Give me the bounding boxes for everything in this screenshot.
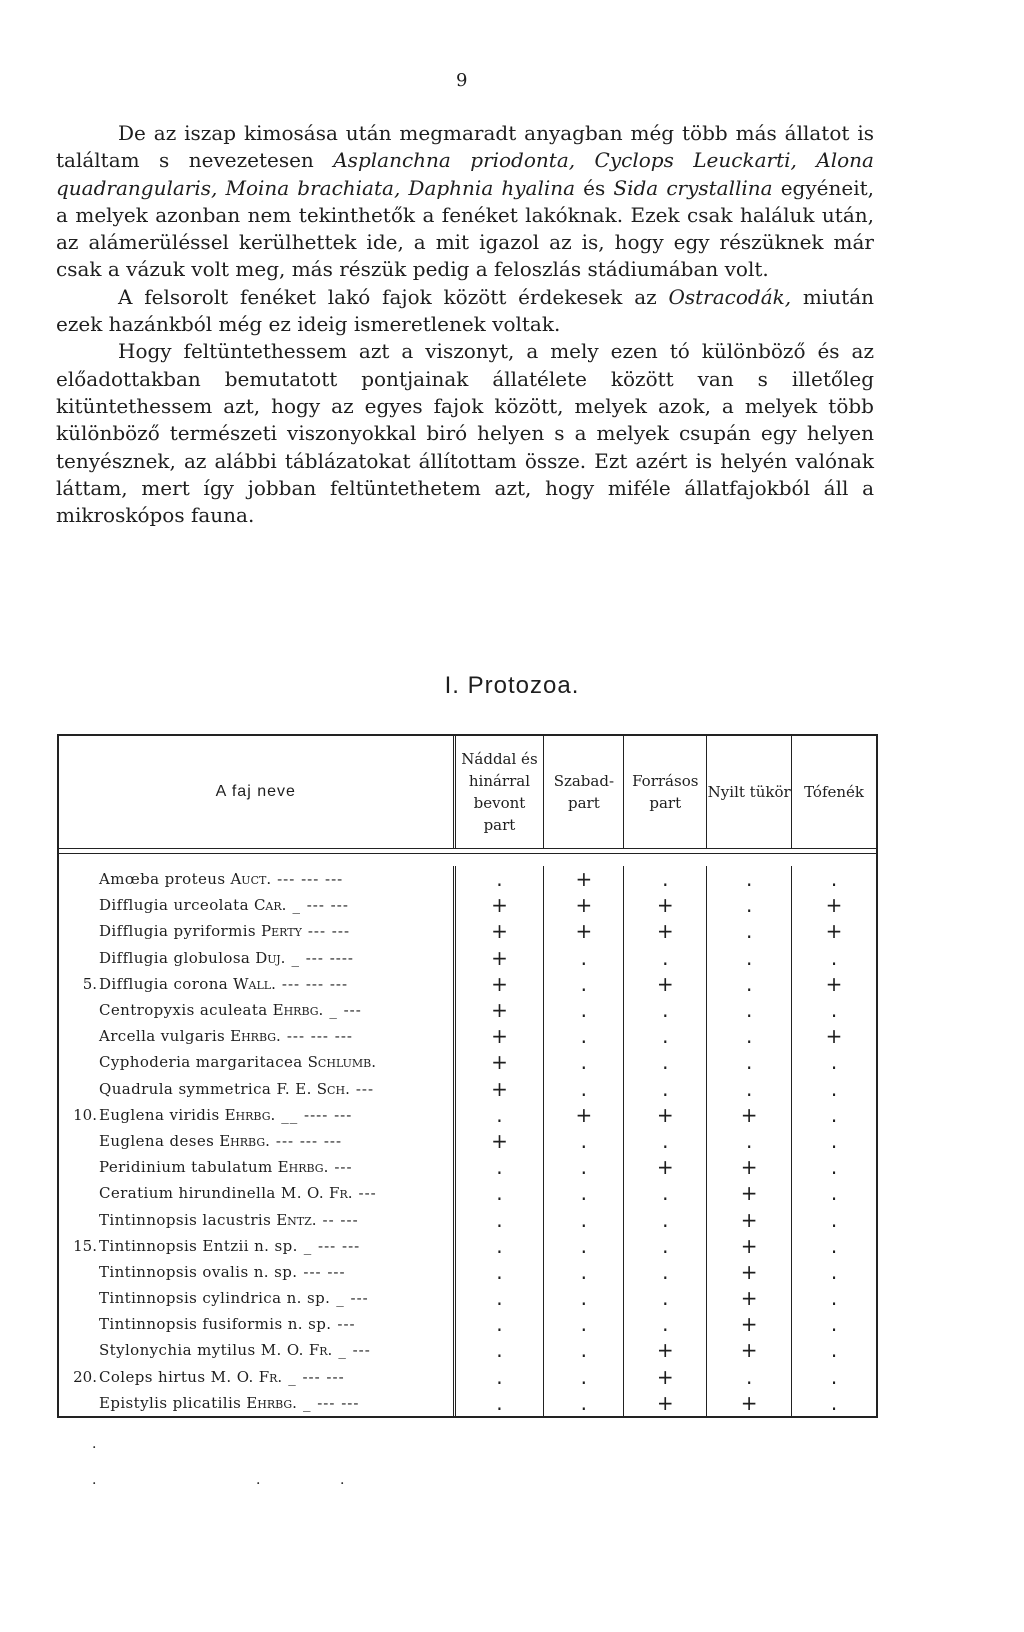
- presence-mark: +: [706, 1390, 791, 1416]
- absence-mark: .: [543, 1233, 623, 1259]
- species-author: Ehrbg.: [219, 1131, 270, 1150]
- header-open-shore: Szabad-part: [543, 736, 623, 848]
- table-row: [59, 1311, 876, 1337]
- species-cell: [59, 949, 453, 967]
- species-name: Peridinium tabulatum: [99, 1158, 273, 1177]
- presence-mark: +: [706, 1259, 791, 1285]
- species-name: Coleps hirtus M. O.: [99, 1367, 254, 1386]
- table-row: [59, 892, 876, 918]
- absence-mark: .: [453, 1390, 544, 1416]
- species-author: Auct.: [230, 870, 272, 889]
- absence-mark: .: [791, 1337, 876, 1363]
- absence-mark: .: [453, 1337, 544, 1363]
- absence-mark: .: [791, 945, 876, 971]
- absence-mark: .: [791, 866, 876, 892]
- species-name: Epistylis plicatilis: [99, 1393, 242, 1412]
- row-number: [59, 1053, 99, 1071]
- table-body: [59, 854, 876, 1416]
- header-lake-bottom: Tófenék: [791, 736, 876, 848]
- paragraph: [56, 120, 874, 284]
- table-header: [59, 736, 876, 849]
- absence-mark: .: [453, 1259, 544, 1285]
- species-cell: [59, 1263, 453, 1281]
- table-row: [59, 1233, 876, 1259]
- species-name: Difflugia pyriformis: [99, 922, 257, 941]
- species-table: [57, 734, 878, 1418]
- table-row: [59, 971, 876, 997]
- absence-mark: .: [623, 1023, 706, 1049]
- table-row: [59, 1259, 876, 1285]
- absence-mark: .: [623, 1049, 706, 1075]
- species-name: Difflugia globulosa: [99, 948, 251, 967]
- table-row: [59, 1154, 876, 1180]
- species-name: Quadrula symmetrica F. E.: [99, 1079, 312, 1098]
- absence-mark: .: [791, 1364, 876, 1390]
- absence-mark: .: [623, 866, 706, 892]
- absence-mark: .: [543, 1206, 623, 1232]
- table-row: [59, 1049, 876, 1075]
- species-name: Difflugia corona: [99, 974, 229, 993]
- header-spring-shore: Forrásos part: [623, 736, 706, 848]
- italic-text: Asplanchna priodonta, Cyclops Leuckarti, Alona quadrangularis, Moina brachiata, Daphnia hyalina: [56, 148, 874, 200]
- row-number: [59, 1341, 99, 1359]
- stray-mark: ·: [92, 1440, 97, 1456]
- species-author: Ehrbg.: [246, 1393, 297, 1412]
- leader-dots: _ --- ---: [303, 1236, 361, 1255]
- species-cell: [59, 870, 453, 888]
- text-run: miután ezek hazánkból még ez ideig ismeretlenek voltak.: [56, 284, 874, 337]
- species-name: Arcella vulgaris: [99, 1027, 226, 1046]
- absence-mark: .: [706, 997, 791, 1023]
- species-cell: [59, 896, 453, 914]
- absence-mark: .: [543, 945, 623, 971]
- absence-mark: .: [543, 1023, 623, 1049]
- species-author: Wall.: [233, 974, 276, 993]
- table-row: [59, 997, 876, 1023]
- absence-mark: .: [453, 1102, 544, 1128]
- table-row: [59, 1180, 876, 1206]
- absence-mark: .: [543, 971, 623, 997]
- absence-mark: .: [543, 1390, 623, 1416]
- presence-mark: +: [543, 1102, 623, 1128]
- absence-mark: .: [791, 1076, 876, 1102]
- row-number: [59, 870, 99, 888]
- species-author: Duj.: [255, 948, 286, 967]
- row-number: [59, 1080, 99, 1098]
- presence-mark: +: [453, 971, 544, 997]
- absence-mark: .: [791, 997, 876, 1023]
- absence-mark: .: [623, 1076, 706, 1102]
- leader-dots: _ ---: [329, 1001, 362, 1020]
- presence-mark: +: [791, 971, 876, 997]
- header-species-name: A faj neve: [215, 783, 296, 800]
- absence-mark: .: [623, 1128, 706, 1154]
- absence-mark: .: [623, 945, 706, 971]
- presence-mark: +: [791, 892, 876, 918]
- species-name: Amœba proteus: [99, 870, 226, 889]
- species-author: Perty: [261, 922, 302, 941]
- presence-mark: +: [453, 892, 544, 918]
- absence-mark: .: [706, 1023, 791, 1049]
- absence-mark: .: [706, 1128, 791, 1154]
- italic-text: Ostracodák,: [668, 284, 792, 309]
- presence-mark: +: [791, 1023, 876, 1049]
- species-cell: [59, 1394, 453, 1412]
- row-number: [59, 1263, 99, 1281]
- species-cell: [59, 1080, 453, 1098]
- species-author: Car.: [253, 896, 287, 915]
- species-cell: [59, 1132, 453, 1150]
- species-name: Ceratium hirundinella M. O.: [99, 1184, 325, 1203]
- row-number: [59, 949, 99, 967]
- leader-dots: ---: [358, 1184, 377, 1203]
- presence-mark: +: [623, 892, 706, 918]
- section-title: I. Protozoa.: [444, 672, 580, 699]
- absence-mark: .: [706, 1364, 791, 1390]
- species-author: Ehrbg.: [277, 1158, 329, 1177]
- row-number: 20.: [73, 1367, 97, 1386]
- table-row: [59, 1390, 876, 1416]
- text-run: De az iszap kimosása után megmaradt anyagban még több más állatot is találtam s nevezetesen: [56, 121, 874, 173]
- presence-mark: +: [453, 1023, 544, 1049]
- table-row: [59, 918, 876, 944]
- leader-dots: --- ---: [307, 922, 351, 941]
- species-cell: [59, 1106, 453, 1124]
- presence-mark: +: [623, 1337, 706, 1363]
- leader-dots: _ --- ----: [291, 948, 354, 967]
- absence-mark: .: [791, 1049, 876, 1075]
- absence-mark: .: [453, 1285, 544, 1311]
- leader-dots: --- --- ---: [286, 1027, 353, 1046]
- species-name: Euglena deses: [99, 1131, 215, 1150]
- species-cell: [59, 1211, 453, 1229]
- species-author: Ehrbg.: [230, 1027, 281, 1046]
- presence-mark: +: [543, 892, 623, 918]
- presence-mark: +: [623, 1364, 706, 1390]
- leader-dots: --- --- ---: [277, 870, 344, 889]
- absence-mark: .: [706, 971, 791, 997]
- absence-mark: .: [623, 1233, 706, 1259]
- row-number: [59, 922, 99, 940]
- table-row: [59, 1285, 876, 1311]
- absence-mark: .: [706, 866, 791, 892]
- species-cell: [59, 1237, 453, 1255]
- presence-mark: +: [706, 1154, 791, 1180]
- leader-dots: --- --- ---: [275, 1131, 343, 1150]
- row-number: 15.: [73, 1236, 97, 1255]
- species-author: Fr.: [258, 1367, 283, 1386]
- presence-mark: +: [623, 1390, 706, 1416]
- species-name: Difflugia urceolata: [99, 896, 249, 915]
- table-row: [59, 1102, 876, 1128]
- species-cell: [59, 975, 453, 993]
- stray-mark: ·: [92, 1476, 97, 1492]
- row-number: [59, 1158, 99, 1176]
- species-name: Tintinnopsis Entzii n. sp.: [99, 1236, 298, 1255]
- row-number: [59, 1289, 99, 1307]
- leader-dots: _ ---: [338, 1341, 371, 1360]
- row-number: [59, 1027, 99, 1045]
- species-author: Schlumb.: [307, 1053, 377, 1072]
- row-number: [59, 1394, 99, 1412]
- leader-dots: _ ---: [336, 1289, 369, 1308]
- species-author: Fr.: [329, 1184, 353, 1203]
- italic-text: Sida crystallina: [613, 175, 773, 200]
- absence-mark: .: [706, 1049, 791, 1075]
- leader-dots: ---: [355, 1079, 375, 1098]
- absence-mark: .: [453, 1233, 544, 1259]
- species-name: Tintinnopsis cylindrica n. sp.: [99, 1289, 331, 1308]
- leader-dots: -- ---: [322, 1210, 359, 1229]
- absence-mark: .: [706, 1076, 791, 1102]
- absence-mark: .: [453, 866, 544, 892]
- row-number: [59, 896, 99, 914]
- leader-dots: _ --- ---: [288, 1367, 345, 1386]
- species-name: Centropyxis aculeata: [99, 1001, 268, 1020]
- absence-mark: .: [623, 1285, 706, 1311]
- absence-mark: .: [791, 1311, 876, 1337]
- leader-dots: _ --- ---: [302, 1393, 360, 1412]
- species-cell: [59, 1341, 453, 1359]
- table-row: [59, 1337, 876, 1363]
- species-name: Tintinnopsis ovalis n. sp.: [99, 1262, 298, 1281]
- body-text: [56, 120, 874, 529]
- presence-mark: +: [453, 1128, 544, 1154]
- species-cell: [59, 1315, 453, 1333]
- species-author: Sch.: [316, 1079, 350, 1098]
- leader-dots: --- --- ---: [281, 974, 349, 993]
- row-number: [59, 1184, 99, 1202]
- presence-mark: +: [706, 1233, 791, 1259]
- stray-mark: ·: [256, 1476, 261, 1492]
- presence-mark: +: [623, 918, 706, 944]
- absence-mark: .: [453, 1364, 544, 1390]
- paragraph: [56, 338, 874, 529]
- absence-mark: .: [543, 1154, 623, 1180]
- text-run: Hogy feltüntethessem azt a viszonyt, a mely ezen tó különböző és az előadottakban bemutatott pontjainak állatélete között van s illetőleg kitüntethessem azt, hogy az egyes fajok között, melyek azok, a melyek több különböző természeti viszonyokkal biró helyen s a melyek csupán egy helyen tenyésznek, az alábbi táblázatokat állítottam össze. Ezt azért is helyén valónak láttam, mert így jobban feltüntethetem azt, hogy miféle állatfajokból áll a mikroskópos fauna.: [56, 339, 874, 528]
- presence-mark: +: [453, 997, 544, 1023]
- absence-mark: .: [623, 1259, 706, 1285]
- presence-mark: +: [623, 1102, 706, 1128]
- species-cell: [59, 1289, 453, 1307]
- species-cell: [59, 1368, 453, 1386]
- table-row: [59, 1128, 876, 1154]
- species-cell: [59, 1053, 453, 1071]
- absence-mark: .: [623, 1180, 706, 1206]
- absence-mark: .: [791, 1102, 876, 1128]
- absence-mark: .: [543, 997, 623, 1023]
- leader-dots: _ --- ---: [292, 896, 349, 915]
- presence-mark: +: [623, 1154, 706, 1180]
- absence-mark: .: [543, 1076, 623, 1102]
- presence-mark: +: [543, 918, 623, 944]
- absence-mark: .: [453, 1311, 544, 1337]
- species-author: Ehrbg.: [224, 1105, 276, 1124]
- absence-mark: .: [543, 1128, 623, 1154]
- species-cell: [59, 922, 453, 940]
- species-cell: [59, 1027, 453, 1045]
- absence-mark: .: [543, 1049, 623, 1075]
- absence-mark: .: [543, 1364, 623, 1390]
- leader-dots: ---: [337, 1315, 356, 1334]
- presence-mark: +: [623, 971, 706, 997]
- species-name: Stylonychia mytilus M. O.: [99, 1341, 304, 1360]
- species-author: Fr.: [308, 1341, 333, 1360]
- absence-mark: .: [791, 1233, 876, 1259]
- presence-mark: +: [453, 1076, 544, 1102]
- text-run: A felsorolt fenéket lakó fajok között érdekesek az: [118, 284, 669, 309]
- absence-mark: .: [706, 945, 791, 971]
- absence-mark: .: [706, 892, 791, 918]
- table-row: [59, 1206, 876, 1232]
- table-row: [59, 866, 876, 892]
- species-name: Tintinnopsis fusiformis n. sp.: [99, 1315, 332, 1334]
- presence-mark: +: [706, 1180, 791, 1206]
- table-row: [59, 945, 876, 971]
- species-name: Euglena viridis: [99, 1105, 220, 1124]
- leader-dots: ---: [334, 1158, 353, 1177]
- presence-mark: +: [543, 866, 623, 892]
- presence-mark: +: [706, 1311, 791, 1337]
- species-name: Tintinnopsis lacustris: [99, 1210, 272, 1229]
- species-cell: [59, 1158, 453, 1176]
- species-author: Ehrbg.: [272, 1001, 324, 1020]
- species-cell: [59, 1184, 453, 1202]
- absence-mark: .: [453, 1206, 544, 1232]
- row-number: 5.: [82, 974, 97, 993]
- row-number: [59, 1315, 99, 1333]
- absence-mark: .: [623, 1206, 706, 1232]
- row-number: 10.: [73, 1105, 97, 1124]
- paragraph: [56, 284, 874, 339]
- text-run: és: [575, 175, 614, 200]
- presence-mark: +: [453, 945, 544, 971]
- absence-mark: .: [791, 1128, 876, 1154]
- presence-mark: +: [706, 1285, 791, 1311]
- page-number: 9: [456, 70, 468, 91]
- table-row: [59, 1023, 876, 1049]
- absence-mark: .: [706, 918, 791, 944]
- absence-mark: .: [543, 1285, 623, 1311]
- text-run: egyéneit, a melyek azonban nem tekinthetők a fenéket lakóknak. Ezek csak haláluk után, az alámerüléssel kerülhettek ide, a mit igazol az is, hogy egy részüknek már csak a vázuk volt meg, más részük pedig a feloszlás stádiumában volt.: [56, 175, 874, 282]
- row-number: [59, 1211, 99, 1229]
- absence-mark: .: [543, 1180, 623, 1206]
- absence-mark: .: [791, 1206, 876, 1232]
- absence-mark: .: [623, 997, 706, 1023]
- leader-dots: --- ---: [303, 1262, 346, 1281]
- row-number: [59, 1132, 99, 1150]
- table-row: [59, 1076, 876, 1102]
- species-cell: [59, 1001, 453, 1019]
- presence-mark: +: [706, 1337, 791, 1363]
- presence-mark: +: [706, 1206, 791, 1232]
- absence-mark: .: [791, 1180, 876, 1206]
- presence-mark: +: [706, 1102, 791, 1128]
- absence-mark: .: [791, 1390, 876, 1416]
- presence-mark: +: [791, 918, 876, 944]
- absence-mark: .: [453, 1180, 544, 1206]
- absence-mark: .: [623, 1311, 706, 1337]
- leader-dots: __ ---- ---: [281, 1105, 353, 1124]
- absence-mark: .: [543, 1337, 623, 1363]
- header-reed-shore: Náddal és hinárral bevont part: [453, 736, 544, 848]
- absence-mark: .: [543, 1259, 623, 1285]
- absence-mark: .: [791, 1285, 876, 1311]
- presence-mark: +: [453, 1049, 544, 1075]
- stray-mark: ·: [340, 1476, 345, 1492]
- absence-mark: .: [453, 1154, 544, 1180]
- species-name: Cyphoderia margaritacea: [99, 1053, 303, 1072]
- table-row: [59, 1364, 876, 1390]
- row-number: [59, 1001, 99, 1019]
- absence-mark: .: [543, 1311, 623, 1337]
- absence-mark: .: [791, 1154, 876, 1180]
- header-open-water: Nyilt tükör: [706, 736, 791, 848]
- species-author: Entz.: [276, 1210, 317, 1229]
- absence-mark: .: [791, 1259, 876, 1285]
- presence-mark: +: [453, 918, 544, 944]
